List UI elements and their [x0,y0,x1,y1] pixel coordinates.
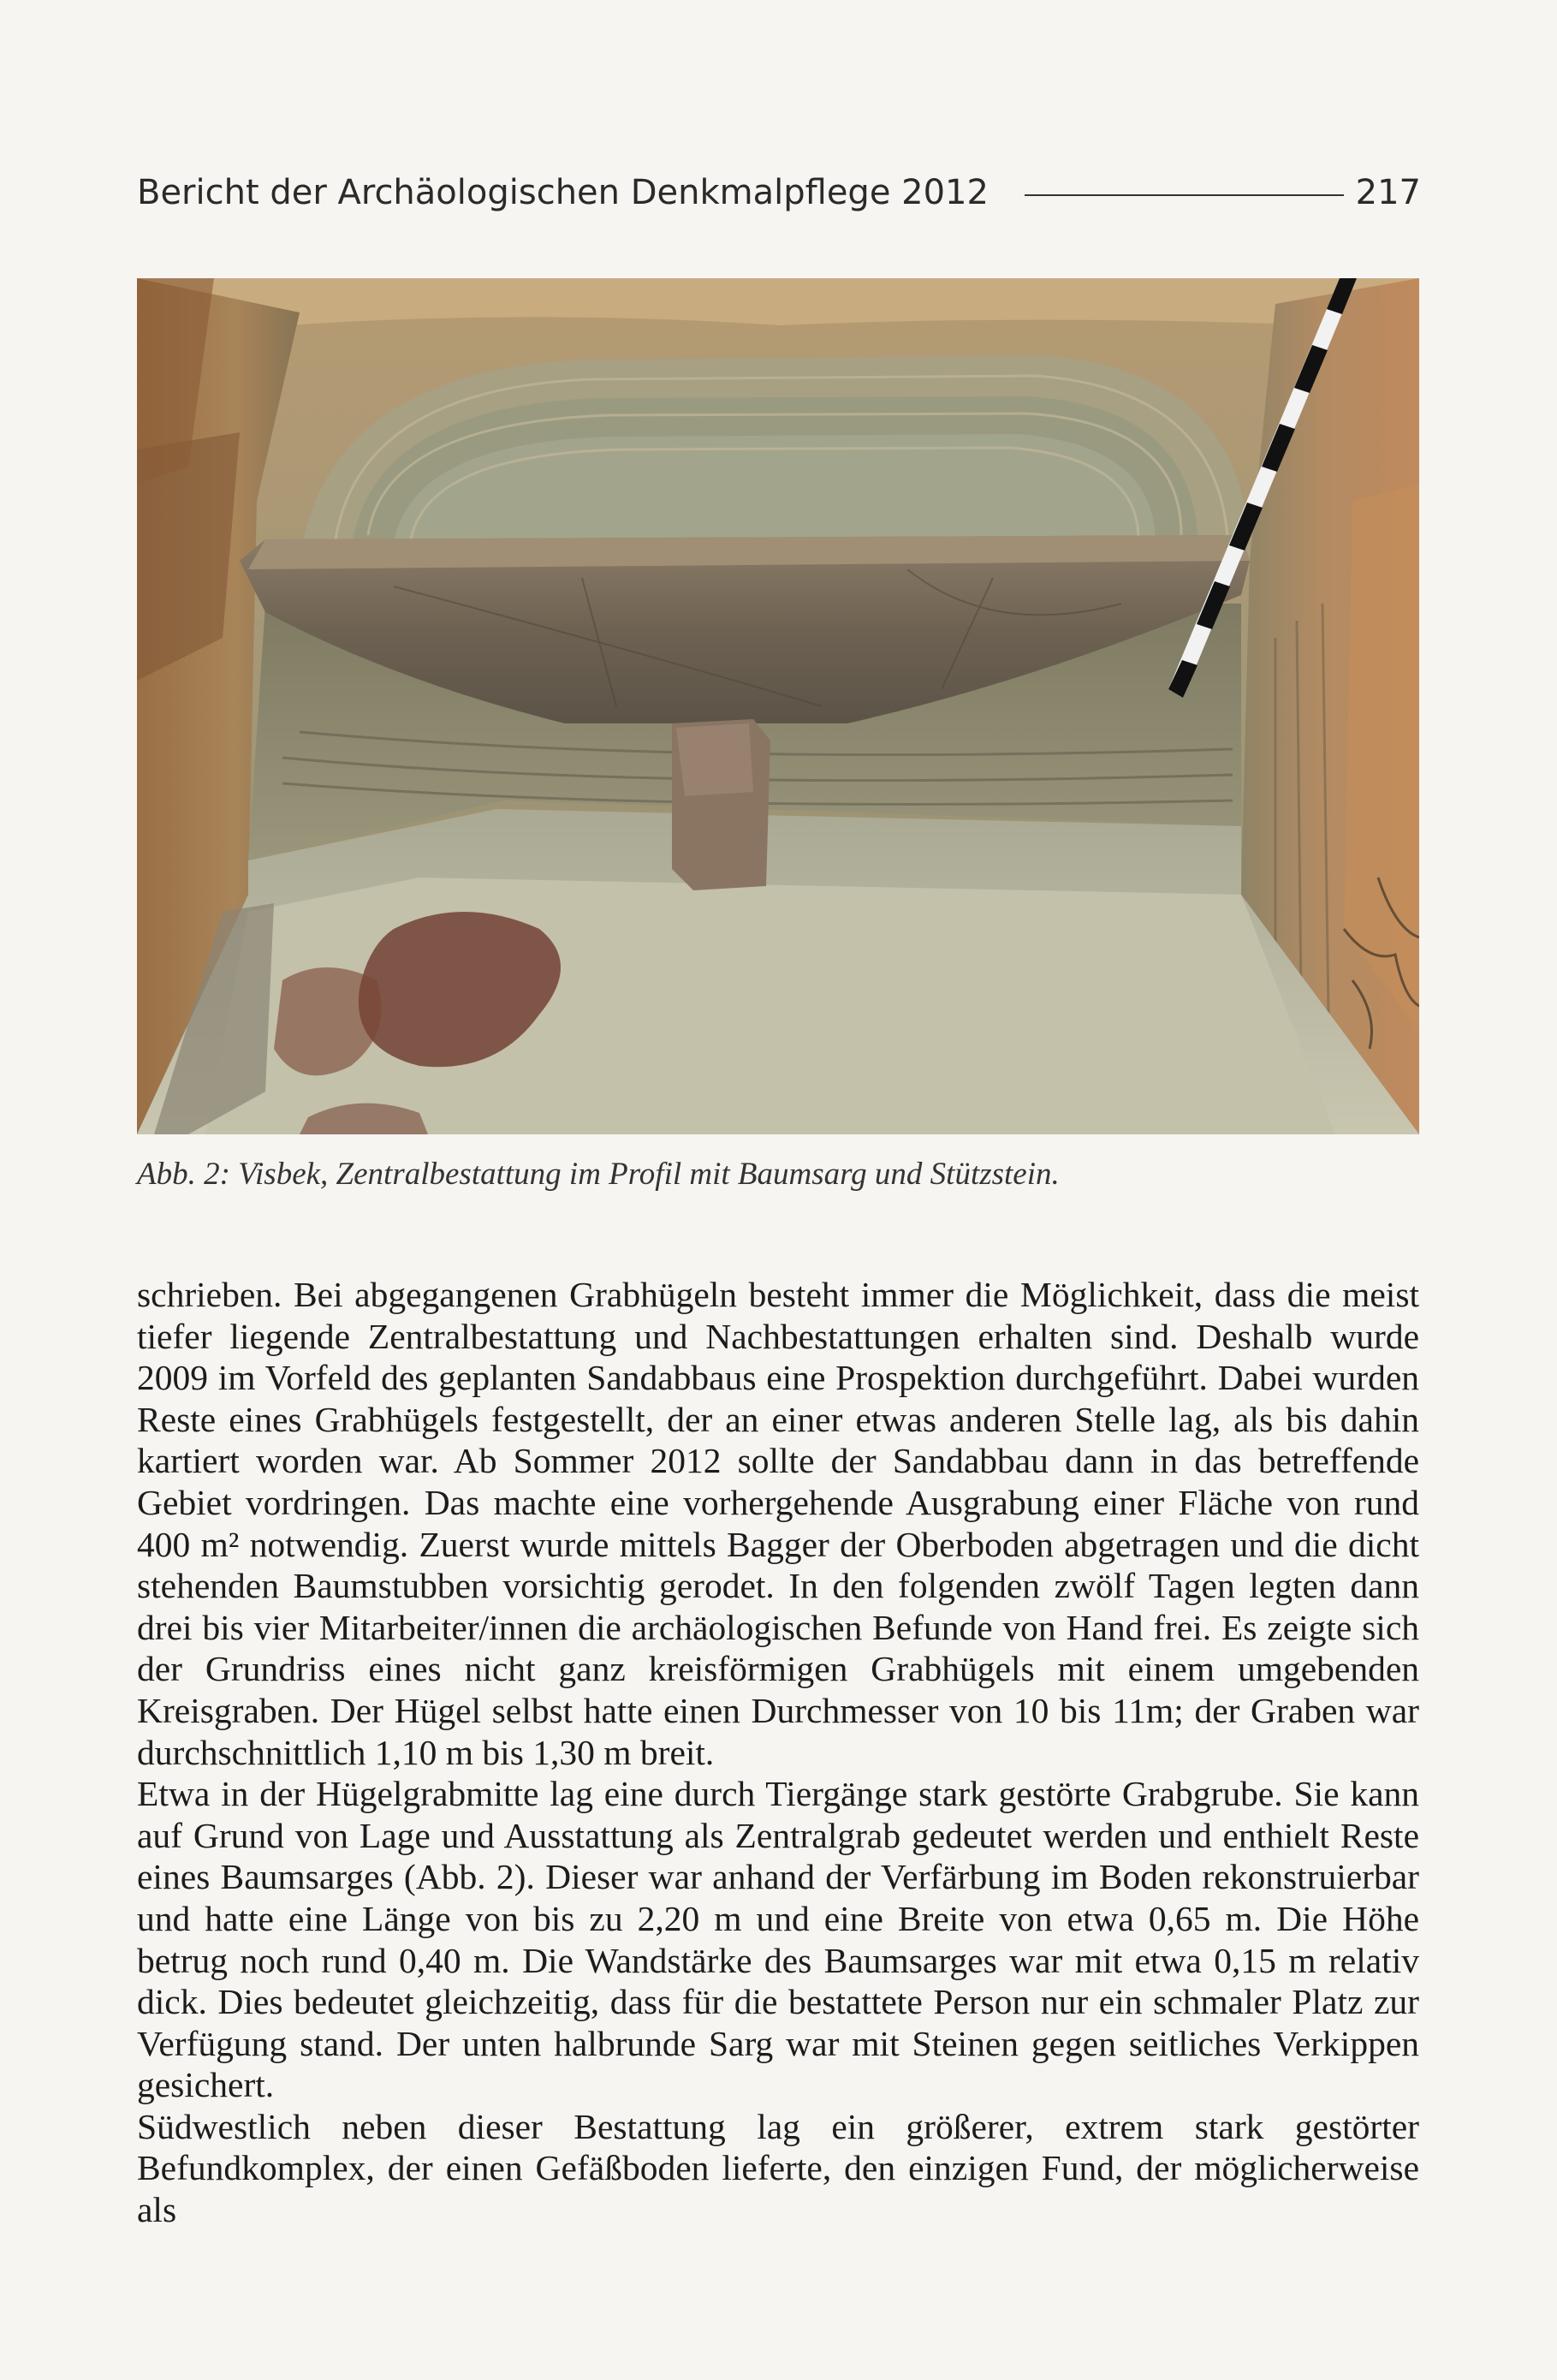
paragraph: Etwa in der Hügelgrabmitte lag eine durch Tiergänge stark gestörte Grabgrube. Sie kann auf Grund von Lage und Ausstattung als Zentralgrab gedeutet werden und enthielt Reste eines Baumsarges (Abb. 2). Dieser war anhand der Verfärbung im Boden rekonstruierbar und hatte eine Länge von bis zu 2,20 m und eine Breite von etwa 0,65 m. Die Höhe betrug noch rund 0,40 m. Die Wandstärke des Baumsarges war mit etwa 0,15 m relativ dick. Dies bedeutet gleichzeitig, dass für die bestattete Person nur ein schmaler Platz zur Verfügung stand. Der unten halbrunde Sarg war mit Steinen gegen seitliches Verkippen gesichert. [137,1774,1419,2105]
header-rule [1025,194,1344,196]
body-text [137,1274,1419,2231]
running-header [137,163,1421,223]
paragraph: Südwestlich neben dieser Bestattung lag ein größerer, extrem stark gestörter Befundkomplex, der einen Gefäßboden lieferte, den einzigen Fund, der möglicherweise als [137,2106,1419,2230]
figure-caption: Abb. 2: Visbek, Zentralbestattung im Profil mit Baumsarg und Stützstein. [137,1157,1060,1192]
running-header-title: Bericht der Archäologischen Denkmalpflege 2012 [137,173,989,212]
excavation-photo [137,278,1419,1134]
page-number: 217 [1355,173,1421,212]
paragraph: schrieben. Bei abgegangenen Grabhügeln besteht immer die Möglichkeit, dass die meist tiefer liegende Zentralbestattung und Nachbestattungen erhalten sind. Deshalb wurde 2009 im Vorfeld des geplanten Sandabbaus eine Prospektion durchgeführt. Dabei wurden Reste eines Grabhügels festgestellt, der an einer etwas anderen Stelle lag, als bis dahin kartiert worden war. Ab Sommer 2012 sollte der Sandabbau dann in das betreffende Gebiet vordringen. Das machte eine vorhergehende Ausgrabung einer Fläche von rund 400 m² notwendig. Zuerst wurde mittels Bagger der Oberboden abgetragen und die dicht stehenden Baumstubben vorsichtig gerodet. In den folgenden zwölf Tagen legten dann drei bis vier Mitarbeiter/innen die archäologischen Befunde von Hand frei. Es zeigte sich der Grundriss eines nicht ganz kreisförmigen Grabhügels mit einem umgebenden Kreisgraben. Der Hügel selbst hatte einen Durchmesser von 10 bis 11m; der Graben war durchschnittlich 1,10 m bis 1,30 m breit. [137,1275,1419,1772]
